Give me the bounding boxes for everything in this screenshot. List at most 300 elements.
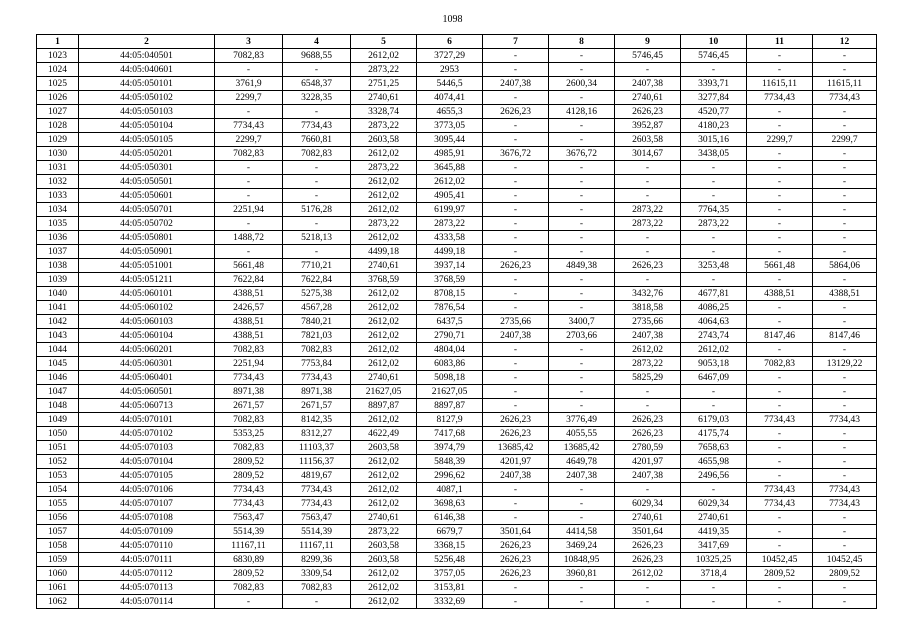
table-cell: 44:05:070101: [79, 413, 215, 427]
table-cell: -: [813, 273, 877, 287]
table-cell: -: [813, 525, 877, 539]
table-cell: 44:05:060501: [79, 385, 215, 399]
table-cell: -: [813, 581, 877, 595]
table-cell: 2299,7: [215, 91, 283, 105]
table-cell: 2612,02: [351, 455, 417, 469]
table-cell: -: [813, 511, 877, 525]
table-cell: -: [747, 231, 813, 245]
table-cell: 1033: [37, 189, 79, 203]
table-cell: -: [283, 63, 351, 77]
table-cell: -: [747, 49, 813, 63]
table-cell: -: [549, 119, 615, 133]
table-cell: 3773,05: [417, 119, 483, 133]
table-cell: -: [483, 273, 549, 287]
table-cell: 1025: [37, 77, 79, 91]
table-cell: 44:05:040501: [79, 49, 215, 63]
table-cell: 11156,37: [283, 455, 351, 469]
table-cell: 2703,66: [549, 329, 615, 343]
table-cell: 5446,5: [417, 77, 483, 91]
table-cell: 2612,02: [351, 175, 417, 189]
table-cell: 3501,64: [483, 525, 549, 539]
table-cell: 1488,72: [215, 231, 283, 245]
table-cell: -: [549, 133, 615, 147]
table-row: [37, 385, 877, 399]
table-cell: -: [813, 175, 877, 189]
table-cell: 2873,22: [417, 217, 483, 231]
table-cell: 3014,67: [615, 147, 681, 161]
table-cell: 5864,06: [813, 259, 877, 273]
table-cell: 2612,02: [351, 287, 417, 301]
table-cell: -: [681, 385, 747, 399]
table-cell: 44:05:070108: [79, 511, 215, 525]
table-cell: -: [615, 231, 681, 245]
table-cell: -: [483, 595, 549, 609]
table-cell: 2735,66: [483, 315, 549, 329]
table-cell: 2612,02: [351, 343, 417, 357]
table-cell: -: [483, 217, 549, 231]
table-row: [37, 427, 877, 441]
table-cell: 44:05:050103: [79, 105, 215, 119]
table-cell: 11167,11: [283, 539, 351, 553]
table-cell: 5218,13: [283, 231, 351, 245]
table-cell: -: [549, 273, 615, 287]
table-cell: 6179,03: [681, 413, 747, 427]
table-row: [37, 581, 877, 595]
table-cell: 1036: [37, 231, 79, 245]
table-row: [37, 287, 877, 301]
table-cell: -: [615, 175, 681, 189]
table-cell: -: [747, 161, 813, 175]
table-cell: 1059: [37, 553, 79, 567]
table-cell: -: [215, 595, 283, 609]
table-cell: 7734,43: [215, 483, 283, 497]
table-cell: 3417,69: [681, 539, 747, 553]
table-cell: 3676,72: [483, 147, 549, 161]
table-cell: 7082,83: [215, 413, 283, 427]
table-cell: 4649,78: [549, 455, 615, 469]
table-cell: 7082,83: [283, 343, 351, 357]
table-cell: 2873,22: [351, 63, 417, 77]
table-cell: 7563,47: [215, 511, 283, 525]
table-row: [37, 161, 877, 175]
table-cell: 3400,7: [549, 315, 615, 329]
table-cell: 3818,58: [615, 301, 681, 315]
table-cell: -: [747, 105, 813, 119]
table-cell: 2496,56: [681, 469, 747, 483]
table-cell: 9053,18: [681, 357, 747, 371]
table-cell: 2612,02: [681, 343, 747, 357]
table-cell: 4655,3: [417, 105, 483, 119]
table-cell: -: [813, 455, 877, 469]
table-cell: 2626,23: [483, 539, 549, 553]
table-cell: -: [483, 133, 549, 147]
table-cell: 2740,61: [351, 259, 417, 273]
table-cell: 2612,02: [417, 175, 483, 189]
column-header-6: 6: [417, 35, 483, 49]
table-cell: -: [549, 49, 615, 63]
table-cell: 2751,25: [351, 77, 417, 91]
table-cell: 7753,84: [283, 357, 351, 371]
table-cell: -: [747, 189, 813, 203]
table-cell: 44:05:050601: [79, 189, 215, 203]
table-cell: 3727,29: [417, 49, 483, 63]
table-cell: 44:05:070111: [79, 553, 215, 567]
table-cell: 2873,22: [351, 119, 417, 133]
table-cell: 1056: [37, 511, 79, 525]
table-cell: 6146,38: [417, 511, 483, 525]
table-row: [37, 343, 877, 357]
table-cell: 2809,52: [747, 567, 813, 581]
table-cell: 4201,97: [615, 455, 681, 469]
table-cell: 2612,02: [351, 567, 417, 581]
table-cell: 5661,48: [747, 259, 813, 273]
table-cell: -: [283, 175, 351, 189]
table-cell: -: [681, 175, 747, 189]
table-cell: 7658,63: [681, 441, 747, 455]
table-cell: -: [215, 189, 283, 203]
table-cell: -: [549, 63, 615, 77]
table-cell: 1057: [37, 525, 79, 539]
table-cell: 44:05:070114: [79, 595, 215, 609]
table-row: [37, 217, 877, 231]
table-cell: 6830,89: [215, 553, 283, 567]
table-cell: 44:05:051211: [79, 273, 215, 287]
table-cell: 3952,87: [615, 119, 681, 133]
column-header-4: 4: [283, 35, 351, 49]
table-cell: -: [747, 273, 813, 287]
table-cell: 11103,37: [283, 441, 351, 455]
table-cell: 1040: [37, 287, 79, 301]
table-cell: 3768,59: [417, 273, 483, 287]
table-cell: 2299,7: [813, 133, 877, 147]
table-cell: -: [549, 581, 615, 595]
table-cell: 3937,14: [417, 259, 483, 273]
column-header-3: 3: [215, 35, 283, 49]
table-cell: 2626,23: [615, 413, 681, 427]
table-cell: 2873,22: [615, 217, 681, 231]
table-cell: 3768,59: [351, 273, 417, 287]
table-cell: -: [483, 399, 549, 413]
table-row: [37, 329, 877, 343]
table-cell: 4388,51: [215, 315, 283, 329]
table-cell: -: [483, 357, 549, 371]
table-cell: 13129,22: [813, 357, 877, 371]
table-cell: 7082,83: [215, 343, 283, 357]
table-row: [37, 595, 877, 609]
table-cell: -: [681, 273, 747, 287]
table-cell: 44:05:050101: [79, 77, 215, 91]
table-cell: 5746,45: [615, 49, 681, 63]
table-cell: 2873,22: [615, 203, 681, 217]
table-cell: -: [283, 105, 351, 119]
table-cell: 44:05:060102: [79, 301, 215, 315]
table-cell: 2612,02: [351, 189, 417, 203]
table-cell: 2671,57: [283, 399, 351, 413]
page-number: 1098: [442, 14, 463, 25]
table-cell: -: [549, 595, 615, 609]
table-cell: 2407,38: [483, 329, 549, 343]
table-cell: 4064,63: [681, 315, 747, 329]
table-cell: 4567,28: [283, 301, 351, 315]
table-cell: 1043: [37, 329, 79, 343]
table-row: [37, 77, 877, 91]
table-cell: 2612,02: [351, 581, 417, 595]
table-cell: 7734,43: [215, 497, 283, 511]
table-cell: 4677,81: [681, 287, 747, 301]
table-cell: 4074,41: [417, 91, 483, 105]
table-cell: 3501,64: [615, 525, 681, 539]
table-cell: 1051: [37, 441, 79, 455]
table-cell: -: [813, 119, 877, 133]
table-cell: 2626,23: [483, 259, 549, 273]
table-cell: 1041: [37, 301, 79, 315]
table-cell: -: [813, 245, 877, 259]
table-cell: 1062: [37, 595, 79, 609]
table-cell: -: [483, 203, 549, 217]
table-cell: -: [813, 385, 877, 399]
table-cell: -: [813, 371, 877, 385]
table-cell: 6029,34: [681, 497, 747, 511]
table-cell: 7082,83: [215, 581, 283, 595]
table-cell: -: [813, 63, 877, 77]
table-cell: 7764,35: [681, 203, 747, 217]
table-cell: 1037: [37, 245, 79, 259]
table-cell: 44:05:050104: [79, 119, 215, 133]
table-cell: 5098,18: [417, 371, 483, 385]
table-cell: -: [813, 595, 877, 609]
table-cell: 3645,88: [417, 161, 483, 175]
table-cell: 44:05:070109: [79, 525, 215, 539]
table-cell: -: [215, 217, 283, 231]
table-cell: -: [747, 301, 813, 315]
table-cell: -: [747, 217, 813, 231]
table-cell: -: [813, 231, 877, 245]
table-cell: -: [549, 357, 615, 371]
table-cell: 2740,61: [681, 511, 747, 525]
table-cell: -: [483, 161, 549, 175]
table-cell: 7082,83: [283, 147, 351, 161]
table-cell: 4905,41: [417, 189, 483, 203]
table-cell: -: [747, 595, 813, 609]
table-cell: -: [813, 189, 877, 203]
column-header-1: 1: [37, 35, 79, 49]
table-cell: 3676,72: [549, 147, 615, 161]
table-cell: 5176,28: [283, 203, 351, 217]
table-cell: -: [483, 231, 549, 245]
table-cell: 10452,45: [747, 553, 813, 567]
table-cell: -: [283, 217, 351, 231]
table-cell: 3309,54: [283, 567, 351, 581]
table-cell: 7734,43: [283, 497, 351, 511]
table-cell: 4419,35: [681, 525, 747, 539]
table-row: [37, 231, 877, 245]
table-cell: 2299,7: [747, 133, 813, 147]
table-cell: 2790,71: [417, 329, 483, 343]
table-cell: 7734,43: [747, 483, 813, 497]
table-cell: -: [813, 469, 877, 483]
table-cell: -: [615, 161, 681, 175]
table-cell: 2612,02: [351, 203, 417, 217]
table-cell: 2612,02: [351, 315, 417, 329]
table-cell: -: [681, 231, 747, 245]
table-row: [37, 315, 877, 329]
table-cell: 7622,84: [215, 273, 283, 287]
table-cell: 1029: [37, 133, 79, 147]
table-cell: 2626,23: [483, 413, 549, 427]
table-cell: 2626,23: [615, 259, 681, 273]
table-cell: 1045: [37, 357, 79, 371]
table-cell: 3393,71: [681, 77, 747, 91]
table-cell: -: [747, 525, 813, 539]
table-cell: 3718,4: [681, 567, 747, 581]
table-cell: -: [483, 287, 549, 301]
table-row: [37, 301, 877, 315]
table-cell: -: [747, 343, 813, 357]
table-row: [37, 511, 877, 525]
table-cell: 13685,42: [549, 441, 615, 455]
table-cell: 1044: [37, 343, 79, 357]
table-cell: 7563,47: [283, 511, 351, 525]
table-cell: 4622,49: [351, 427, 417, 441]
table-cell: 1034: [37, 203, 79, 217]
table-row: [37, 567, 877, 581]
column-header-8: 8: [549, 35, 615, 49]
table-cell: 4388,51: [215, 287, 283, 301]
table-cell: 4985,91: [417, 147, 483, 161]
table-cell: 7840,21: [283, 315, 351, 329]
table-cell: 44:05:070112: [79, 567, 215, 581]
table-cell: 2407,38: [615, 469, 681, 483]
table-cell: 7734,43: [283, 371, 351, 385]
table-cell: 2740,61: [615, 511, 681, 525]
table-cell: 8147,46: [747, 329, 813, 343]
table-cell: -: [747, 399, 813, 413]
table-cell: -: [549, 175, 615, 189]
table-cell: 4520,77: [681, 105, 747, 119]
table-cell: 1042: [37, 315, 79, 329]
table-cell: 2603,58: [351, 539, 417, 553]
table-cell: 1058: [37, 539, 79, 553]
table-cell: -: [549, 399, 615, 413]
table-cell: 21627,05: [417, 385, 483, 399]
table-cell: -: [813, 539, 877, 553]
table-cell: -: [483, 301, 549, 315]
table-cell: -: [681, 483, 747, 497]
table-cell: 4388,51: [813, 287, 877, 301]
table-cell: 3776,49: [549, 413, 615, 427]
table-cell: -: [483, 343, 549, 357]
column-header-10: 10: [681, 35, 747, 49]
table-row: [37, 413, 877, 427]
table-cell: 1035: [37, 217, 79, 231]
table-cell: 1061: [37, 581, 79, 595]
table-cell: 6083,86: [417, 357, 483, 371]
table-cell: 3368,15: [417, 539, 483, 553]
table-cell: -: [681, 245, 747, 259]
table-cell: 8971,38: [283, 385, 351, 399]
table-cell: -: [549, 287, 615, 301]
table-cell: -: [813, 399, 877, 413]
column-header-11: 11: [747, 35, 813, 49]
table-cell: 44:05:070102: [79, 427, 215, 441]
table-cell: -: [747, 511, 813, 525]
table-cell: -: [549, 483, 615, 497]
table-row: [37, 525, 877, 539]
table-cell: 1046: [37, 371, 79, 385]
table-cell: 3015,16: [681, 133, 747, 147]
table-cell: 44:05:070113: [79, 581, 215, 595]
table-cell: 2612,02: [351, 329, 417, 343]
table-cell: -: [813, 147, 877, 161]
table-cell: 2603,58: [351, 441, 417, 455]
table-cell: 8897,87: [417, 399, 483, 413]
table-cell: 1050: [37, 427, 79, 441]
table-cell: -: [813, 105, 877, 119]
table-cell: -: [813, 301, 877, 315]
table-cell: 3757,05: [417, 567, 483, 581]
table-cell: 1024: [37, 63, 79, 77]
table-cell: 1023: [37, 49, 79, 63]
table-row: [37, 105, 877, 119]
table-cell: 4128,16: [549, 105, 615, 119]
table-cell: 2809,52: [813, 567, 877, 581]
table-cell: -: [483, 119, 549, 133]
table-cell: 44:05:050801: [79, 231, 215, 245]
table-cell: -: [747, 469, 813, 483]
table-cell: -: [549, 203, 615, 217]
table-cell: 1048: [37, 399, 79, 413]
table-cell: 4849,38: [549, 259, 615, 273]
table-cell: 2603,58: [351, 133, 417, 147]
table-row: [37, 357, 877, 371]
table-cell: 2603,58: [351, 553, 417, 567]
table-cell: -: [615, 189, 681, 203]
table-cell: -: [615, 595, 681, 609]
table-cell: 3698,63: [417, 497, 483, 511]
table-cell: 2407,38: [483, 469, 549, 483]
table-cell: 2671,57: [215, 399, 283, 413]
table-cell: -: [813, 203, 877, 217]
table-cell: 8147,46: [813, 329, 877, 343]
table-cell: -: [747, 581, 813, 595]
table-cell: -: [549, 245, 615, 259]
table-cell: -: [215, 63, 283, 77]
table-row: [37, 273, 877, 287]
table-cell: -: [549, 91, 615, 105]
table-row: [37, 175, 877, 189]
table-cell: 11615,11: [813, 77, 877, 91]
column-header-7: 7: [483, 35, 549, 49]
table-cell: -: [681, 161, 747, 175]
table-cell: 3469,24: [549, 539, 615, 553]
table-cell: 44:05:070105: [79, 469, 215, 483]
table-cell: -: [747, 315, 813, 329]
table-cell: -: [813, 161, 877, 175]
table-row: [37, 455, 877, 469]
table-cell: 2612,02: [615, 567, 681, 581]
table-cell: 5514,39: [283, 525, 351, 539]
table-cell: 7082,83: [747, 357, 813, 371]
table-cell: -: [215, 245, 283, 259]
table-cell: 4388,51: [747, 287, 813, 301]
table-cell: -: [549, 497, 615, 511]
table-cell: 2780,59: [615, 441, 681, 455]
table-cell: -: [747, 119, 813, 133]
table-cell: 6029,34: [615, 497, 681, 511]
table-cell: 44:05:070103: [79, 441, 215, 455]
table-cell: 44:05:051001: [79, 259, 215, 273]
table-cell: 2251,94: [215, 203, 283, 217]
